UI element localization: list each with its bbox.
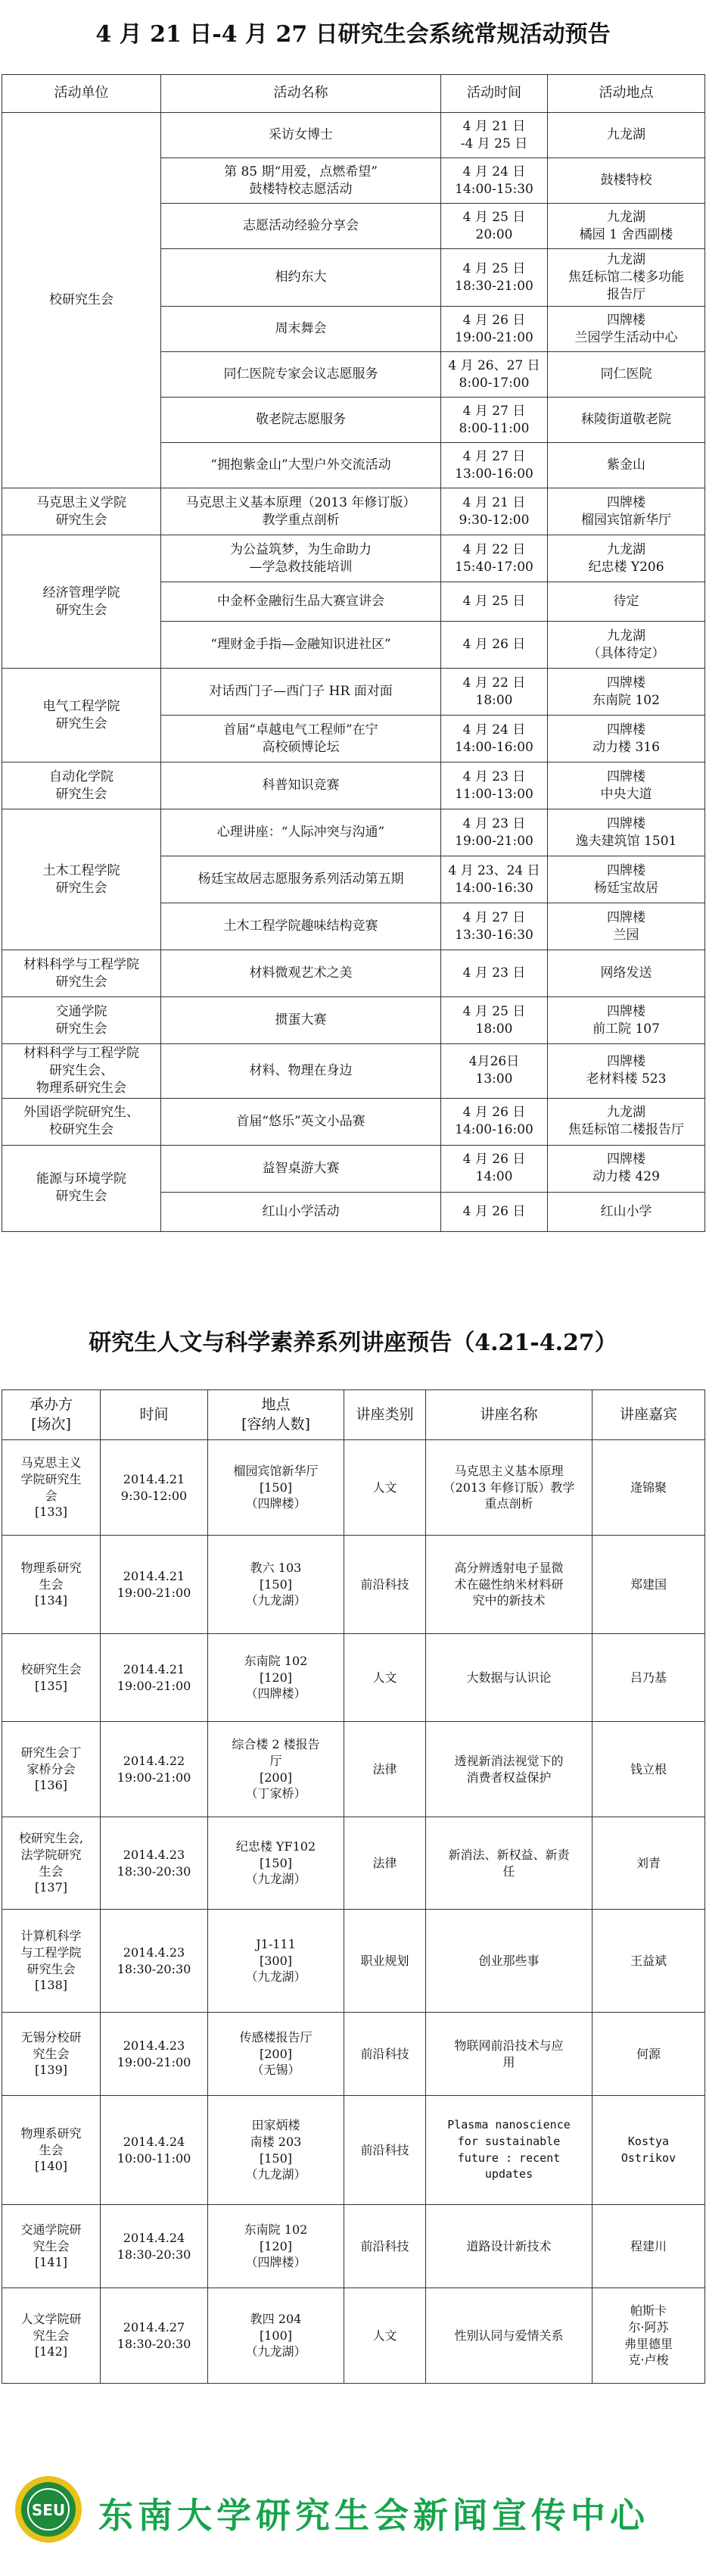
lecture-title: 大数据与认识论 [426, 1634, 592, 1722]
column-header: 活动时间 [441, 75, 548, 113]
lecture-host: 马克思主义 学院研究生 会 [133] [2, 1440, 101, 1536]
lecture-place: 教六 103 [150] （九龙湖） [208, 1536, 344, 1634]
activity-time: 4 月 26 日 14:00 [441, 1145, 548, 1192]
column-header: 承办方 [场次] [2, 1390, 101, 1440]
column-header: 活动地点 [548, 75, 705, 113]
activity-row [2, 1044, 705, 1099]
column-header: 活动单位 [2, 75, 161, 113]
lecture-row [2, 1440, 705, 1536]
lecture-type: 前沿科技 [344, 2013, 426, 2096]
activity-name: 为公益筑梦，为生命助力 —学急救技能培训 [161, 535, 441, 582]
activity-place: 红山小学 [548, 1192, 705, 1231]
activity-time: 4 月 26 日 19:00-21:00 [441, 307, 548, 352]
lecture-speaker: 刘青 [592, 1817, 705, 1910]
activity-time: 4 月 22 日 15:40-17:00 [441, 535, 548, 582]
lecture-time: 2014.4.24 18:30-20:30 [101, 2205, 208, 2288]
lecture-type: 前沿科技 [344, 2096, 426, 2205]
lecture-title: Plasma nanoscience for sustainable future : recent updates [426, 2096, 592, 2205]
activity-row [2, 809, 705, 856]
activity-time: 4 月 23、24 日 14:00-16:30 [441, 856, 548, 903]
lecture-row [2, 1910, 705, 2013]
column-header: 地点 [容纳人数] [208, 1390, 344, 1440]
activities-title: 4 月 21 日-4 月 27 日研究生会系统常规活动预告 [95, 21, 611, 48]
lecture-title: 性别认同与爱情关系 [426, 2288, 592, 2384]
activity-place: 九龙湖 [548, 113, 705, 158]
activity-place: 四牌楼 前工院 107 [548, 997, 705, 1044]
activity-unit: 校研究生会 [2, 113, 161, 488]
activities-table [2, 74, 705, 1232]
lecture-row [2, 2205, 705, 2288]
activity-time: 4 月 21 日 -4 月 25 日 [441, 113, 548, 158]
column-header: 讲座类别 [344, 1390, 426, 1440]
lecture-time: 2014.4.27 18:30-20:30 [101, 2288, 208, 2384]
activity-name: 志愿活动经验分享会 [161, 204, 441, 249]
activity-unit: 交通学院 研究生会 [2, 997, 161, 1044]
activity-name: 红山小学活动 [161, 1192, 441, 1231]
activity-place: 四牌楼 老材料楼 523 [548, 1044, 705, 1099]
activity-name: “理财金手指—金融知识进社区” [161, 622, 441, 669]
activity-time: 4 月 26、27 日 8:00-17:00 [441, 352, 548, 398]
activity-time: 4 月 27 日 8:00-11:00 [441, 398, 548, 443]
lecture-title: 物联网前沿技术与应 用 [426, 2013, 592, 2096]
activity-place: 四牌楼 榴园宾馆新华厅 [548, 488, 705, 535]
activity-place: 四牌楼 逸夫建筑馆 1501 [548, 809, 705, 856]
activity-row [2, 113, 705, 158]
lecture-place: 教四 204 [100] （九龙湖） [208, 2288, 344, 2384]
activity-place: 九龙湖 （具体待定） [548, 622, 705, 669]
lecture-place: 东南院 102 [120] （四牌楼） [208, 1634, 344, 1722]
lecture-speaker: Kostya Ostrikov [592, 2096, 705, 2205]
activity-time: 4 月 24 日 14:00-16:00 [441, 716, 548, 763]
lecture-host: 无锡分校研 究生会 [139] [2, 2013, 101, 2096]
activity-name: 马克思主义基本原理（2013 年修订版） 教学重点剖析 [161, 488, 441, 535]
activity-place: 九龙湖 焦廷标馆二楼报告厅 [548, 1098, 705, 1145]
activity-name: 掼蛋大赛 [161, 997, 441, 1044]
activity-place: 九龙湖 焦廷标馆二楼多功能 报告厅 [548, 249, 705, 307]
activity-row [2, 1145, 705, 1192]
lecture-place: 东南院 102 [120] （四牌楼） [208, 2205, 344, 2288]
lecture-speaker: 吕乃基 [592, 1634, 705, 1722]
activity-time: 4 月 25 日 [441, 582, 548, 622]
activity-time: 4 月 21 日 9:30-12:00 [441, 488, 548, 535]
lecture-title: 高分辨透射电子显微 术在磁性纳米材料研 究中的新技术 [426, 1536, 592, 1634]
lecture-type: 法律 [344, 1817, 426, 1910]
university-logo-icon [14, 2475, 83, 2544]
activity-place: 四牌楼 动力楼 316 [548, 716, 705, 763]
activity-unit: 材料科学与工程学院 研究生会、 物理系研究生会 [2, 1044, 161, 1099]
activity-name: “拥抱紫金山”大型户外交流活动 [161, 443, 441, 488]
activity-place: 九龙湖 橘园 1 舍西副楼 [548, 204, 705, 249]
activity-unit: 土木工程学院 研究生会 [2, 809, 161, 950]
lecture-row [2, 2096, 705, 2205]
lecture-type: 法律 [344, 1722, 426, 1817]
lecture-host: 交通学院研 究生会 [141] [2, 2205, 101, 2288]
column-header: 讲座名称 [426, 1390, 592, 1440]
lecture-host: 人文学院研 究生会 [142] [2, 2288, 101, 2384]
activity-time: 4 月 25 日 20:00 [441, 204, 548, 249]
lecture-time: 2014.4.21 19:00-21:00 [101, 1536, 208, 1634]
lecture-place: 榴园宾馆新华厅 [150] （四牌楼） [208, 1440, 344, 1536]
activity-place: 紫金山 [548, 443, 705, 488]
lecture-title: 新消法、新权益、新责 任 [426, 1817, 592, 1910]
activity-name: 对话西门子—西门子 HR 面对面 [161, 669, 441, 716]
lecture-host: 校研究生会, 法学院研究 生会 [137] [2, 1817, 101, 1910]
lecture-time: 2014.4.21 19:00-21:00 [101, 1634, 208, 1722]
activity-time: 4 月 25 日 18:30-21:00 [441, 249, 548, 307]
activity-name: 材料微观艺术之美 [161, 950, 441, 997]
lecture-host: 计算机科学 与工程学院 研究生会 [138] [2, 1910, 101, 2013]
activity-name: 同仁医院专家会议志愿服务 [161, 352, 441, 398]
lecture-type: 人文 [344, 1634, 426, 1722]
lecture-title: 道路设计新技术 [426, 2205, 592, 2288]
lecture-type: 前沿科技 [344, 2205, 426, 2288]
activity-time: 4 月 26 日 [441, 1192, 548, 1231]
activity-unit: 能源与环境学院 研究生会 [2, 1145, 161, 1231]
lecture-place: 纪忠楼 YF102 [150] （九龙湖） [208, 1817, 344, 1910]
lecture-speaker: 何源 [592, 2013, 705, 2096]
lecture-host: 物理系研究 生会 [134] [2, 1536, 101, 1634]
column-header: 活动名称 [161, 75, 441, 113]
logo-lettering: SEU [31, 2501, 66, 2519]
activity-name: 敬老院志愿服务 [161, 398, 441, 443]
activity-name: 采访女博士 [161, 113, 441, 158]
activity-place: 四牌楼 兰园 [548, 903, 705, 950]
activity-place: 四牌楼 兰园学生活动中心 [548, 307, 705, 352]
activity-unit: 马克思主义学院 研究生会 [2, 488, 161, 535]
column-header: 讲座嘉宾 [592, 1390, 705, 1440]
activity-unit: 经济管理学院 研究生会 [2, 535, 161, 669]
activity-time: 4 月 27 日 13:30-16:30 [441, 903, 548, 950]
activity-place: 鼓楼特校 [548, 158, 705, 204]
activity-name: 首届“卓越电气工程师”在宁 高校硕博论坛 [161, 716, 441, 763]
activity-name: 益智桌游大赛 [161, 1145, 441, 1192]
activity-place: 四牌楼 动力楼 429 [548, 1145, 705, 1192]
activity-row [2, 950, 705, 997]
activity-time: 4 月 22 日 18:00 [441, 669, 548, 716]
activity-unit: 电气工程学院 研究生会 [2, 669, 161, 763]
activity-time: 4 月 23 日 11:00-13:00 [441, 763, 548, 809]
lecture-speaker: 郑建国 [592, 1536, 705, 1634]
column-header: 时间 [101, 1390, 208, 1440]
activity-row [2, 669, 705, 716]
lecture-place: J1-111 [300] （九龙湖） [208, 1910, 344, 2013]
lecture-place: 综合楼 2 楼报告 厅 [200] （丁家桥） [208, 1722, 344, 1817]
activity-name: 科普知识竞赛 [161, 763, 441, 809]
activity-row [2, 488, 705, 535]
org-name: 东南大学研究生会新闻宣传中心 [98, 2495, 649, 2536]
lecture-time: 2014.4.23 19:00-21:00 [101, 2013, 208, 2096]
activity-time: 4 月 23 日 19:00-21:00 [441, 809, 548, 856]
activity-unit: 材料科学与工程学院 研究生会 [2, 950, 161, 997]
activity-name: 杨廷宝故居志愿服务系列活动第五期 [161, 856, 441, 903]
activity-place: 四牌楼 东南院 102 [548, 669, 705, 716]
activity-row [2, 535, 705, 582]
activity-name: 第 85 期“用爱，点燃希望” 鼓楼特校志愿活动 [161, 158, 441, 204]
lecture-time: 2014.4.22 19:00-21:00 [101, 1722, 208, 1817]
activity-unit: 外国语学院研究生、 校研究生会 [2, 1098, 161, 1145]
lecture-row [2, 1536, 705, 1634]
activity-time: 4月26日 13:00 [441, 1044, 548, 1099]
activity-place: 四牌楼 中央大道 [548, 763, 705, 809]
activity-place: 同仁医院 [548, 352, 705, 398]
activity-time: 4 月 26 日 [441, 622, 548, 669]
lecture-place: 传感楼报告厅 [200] （无锡） [208, 2013, 344, 2096]
lecture-speaker: 程建川 [592, 2205, 705, 2288]
lecture-row [2, 1817, 705, 1910]
footer [0, 2468, 706, 2552]
lecture-row [2, 1722, 705, 1817]
lecture-type: 前沿科技 [344, 1536, 426, 1634]
activity-place: 待定 [548, 582, 705, 622]
lecture-time: 2014.4.23 18:30-20:30 [101, 1910, 208, 2013]
lecture-type: 人文 [344, 1440, 426, 1536]
activity-name: 首届“悠乐”英文小品赛 [161, 1098, 441, 1145]
lecture-speaker: 钱立根 [592, 1722, 705, 1817]
activity-time: 4 月 23 日 [441, 950, 548, 997]
activity-time: 4 月 25 日 18:00 [441, 997, 548, 1044]
activity-name: 材料、物理在身边 [161, 1044, 441, 1099]
lecture-row [2, 2288, 705, 2384]
lecture-time: 2014.4.21 9:30-12:00 [101, 1440, 208, 1536]
lecture-title: 透视新消法视觉下的 消费者权益保护 [426, 1722, 592, 1817]
lecture-type: 人文 [344, 2288, 426, 2384]
lecture-title: 马克思主义基本原理 （2013 年修订版）教学 重点剖析 [426, 1440, 592, 1536]
lecture-host: 物理系研究 生会 [140] [2, 2096, 101, 2205]
activity-place: 秣陵街道敬老院 [548, 398, 705, 443]
activity-time: 4 月 27 日 13:00-16:00 [441, 443, 548, 488]
activity-name: 心理讲座：“人际冲突与沟通” [161, 809, 441, 856]
activity-name: 周末舞会 [161, 307, 441, 352]
lecture-time: 2014.4.24 10:00-11:00 [101, 2096, 208, 2205]
lecture-host: 校研究生会 [135] [2, 1634, 101, 1722]
activity-row [2, 763, 705, 809]
activity-row [2, 997, 705, 1044]
activity-name: 中金杯金融衍生品大赛宣讲会 [161, 582, 441, 622]
lecture-type: 职业规划 [344, 1910, 426, 2013]
lectures-table [2, 1389, 705, 2384]
activity-time: 4 月 26 日 14:00-16:00 [441, 1098, 548, 1145]
activity-name: 相约东大 [161, 249, 441, 307]
activity-place: 九龙湖 纪忠楼 Y206 [548, 535, 705, 582]
activity-unit: 自动化学院 研究生会 [2, 763, 161, 809]
activity-place: 四牌楼 杨廷宝故居 [548, 856, 705, 903]
lecture-row [2, 1634, 705, 1722]
lecture-speaker: 王益斌 [592, 1910, 705, 2013]
lecture-row [2, 2013, 705, 2096]
lecture-speaker: 逄锦聚 [592, 1440, 705, 1536]
activity-row [2, 1098, 705, 1145]
lecture-title: 创业那些事 [426, 1910, 592, 2013]
lecture-time: 2014.4.23 18:30-20:30 [101, 1817, 208, 1910]
lecture-place: 田家炳楼 南楼 203 [150] （九龙湖） [208, 2096, 344, 2205]
lectures-title: 研究生人文与科学素养系列讲座预告（4.21-4.27） [89, 1330, 617, 1356]
lecture-host: 研究生会丁 家桥分会 [136] [2, 1722, 101, 1817]
lecture-speaker: 帕斯卡 尔·阿苏 弗里德里 克·卢梭 [592, 2288, 705, 2384]
activity-place: 网络发送 [548, 950, 705, 997]
activity-time: 4 月 24 日 14:00-15:30 [441, 158, 548, 204]
activity-name: 土木工程学院趣味结构竞赛 [161, 903, 441, 950]
